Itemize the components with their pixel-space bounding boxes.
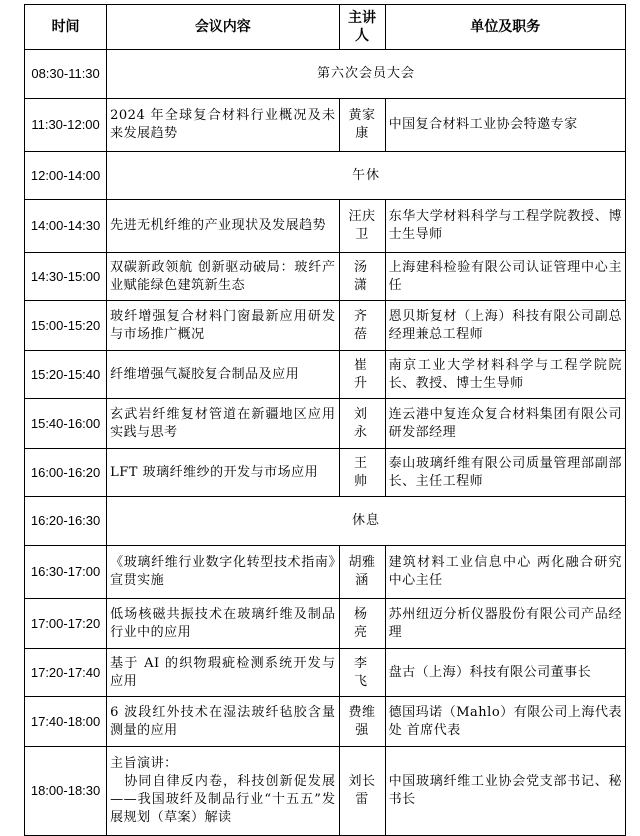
session-cell: 午休 [107,152,626,200]
org-cell: 中国复合材料工业协会特邀专家 [385,99,625,152]
speaker-cell: 齐蓓 [339,301,385,351]
table-row [25,449,626,497]
keynote-title: 协同自律反内卷，科技创新促发展——我国玻纤及制品行业“十五五”发展规划（草案）解读 [110,774,336,825]
time-cell: 16:30-17:00 [25,546,107,599]
header-org: 单位及职务 [385,5,625,50]
time-cell: 11:30-12:00 [25,99,107,152]
topic-cell: 玄武岩纤维复材管道在新疆地区应用实践与思考 [107,399,339,449]
table-row [25,50,626,99]
time-cell: 14:30-15:00 [25,253,107,301]
time-cell: 16:00-16:20 [25,449,107,497]
speaker-cell: 黄家康 [339,99,385,152]
org-cell: 南京工业大学材料科学与工程学院院长、教授、博士生导师 [385,351,625,399]
org-cell: 东华大学材料科学与工程学院教授、博士生导师 [385,200,625,253]
table-row [25,497,626,546]
table-row [25,253,626,301]
topic-cell: 2024 年全球复合材料行业概况及未来发展趋势 [107,99,339,152]
table-row [25,697,626,747]
time-cell: 16:20-16:30 [25,497,107,546]
keynote-label: 主旨演讲： [110,756,178,771]
topic-cell: 双碳新政领航 创新驱动破局：玻纤产业赋能绿色建筑新生态 [107,253,339,301]
time-cell: 15:20-15:40 [25,351,107,399]
org-cell: 苏州纽迈分析仪器股份有限公司产品经理 [385,599,625,649]
speaker-cell: 崔升 [339,351,385,399]
keynote-topic-cell [107,747,339,836]
table-row [25,599,626,649]
time-cell: 17:20-17:40 [25,649,107,697]
topic-cell: 《玻璃纤维行业数字化转型技术指南》宣贯实施 [107,546,339,599]
time-cell: 15:40-16:00 [25,399,107,449]
topic-cell: LFT 玻璃纤维纱的开发与市场应用 [107,449,339,497]
topic-cell: 低场核磁共振技术在玻璃纤维及制品行业中的应用 [107,599,339,649]
time-cell: 17:00-17:20 [25,599,107,649]
org-cell: 泰山玻璃纤维有限公司质量管理部副部长、主任工程师 [385,449,625,497]
topic-cell: 玻纤增强复合材料门窗最新应用研发与市场推广概况 [107,301,339,351]
header-time: 时间 [25,5,107,50]
speaker-cell: 王帅 [339,449,385,497]
session-cell: 第六次会员大会 [107,50,626,99]
org-cell: 恩贝斯复材（上海）科技有限公司副总经理兼总工程师 [385,301,625,351]
time-cell: 08:30-11:30 [25,50,107,99]
speaker-cell: 费维强 [339,697,385,747]
speaker-cell: 胡雅涵 [339,546,385,599]
header-topic: 会议内容 [107,5,339,50]
table-row [25,649,626,697]
table-row [25,747,626,836]
speaker-cell: 杨亮 [339,599,385,649]
table-row [25,351,626,399]
speaker-cell: 刘长雷 [339,747,385,836]
speaker-cell: 刘永 [339,399,385,449]
topic-cell: 6 波段红外技术在湿法玻纤毡胶含量测量的应用 [107,697,339,747]
table-row [25,152,626,200]
time-cell: 14:00-14:30 [25,200,107,253]
agenda-table [24,4,626,836]
org-cell: 德国玛诺（Mahlo）有限公司上海代表处 首席代表 [385,697,625,747]
org-cell: 上海建科检验有限公司认证管理中心主任 [385,253,625,301]
table-row [25,99,626,152]
topic-cell: 基于 AI 的织物瑕疵检测系统开发与应用 [107,649,339,697]
time-cell: 17:40-18:00 [25,697,107,747]
header-speaker: 主讲人 [339,5,385,50]
time-cell: 12:00-14:00 [25,152,107,200]
org-cell: 连云港中复连众复合材料集团有限公司研发部经理 [385,399,625,449]
table-row [25,301,626,351]
table-row [25,399,626,449]
session-cell: 休息 [107,497,626,546]
org-cell: 盘古（上海）科技有限公司董事长 [385,649,625,697]
speaker-cell: 李飞 [339,649,385,697]
header-row [25,5,626,50]
speaker-cell: 汪庆卫 [339,200,385,253]
table-row [25,546,626,599]
org-cell: 建筑材料工业信息中心 两化融合研究中心主任 [385,546,625,599]
topic-cell: 先进无机纤维的产业现状及发展趋势 [107,200,339,253]
org-cell: 中国玻璃纤维工业协会党支部书记、秘书长 [385,747,625,836]
topic-cell: 纤维增强气凝胶复合制品及应用 [107,351,339,399]
speaker-cell: 汤潇 [339,253,385,301]
table-row [25,200,626,253]
time-cell: 15:00-15:20 [25,301,107,351]
time-cell: 18:00-18:30 [25,747,107,836]
